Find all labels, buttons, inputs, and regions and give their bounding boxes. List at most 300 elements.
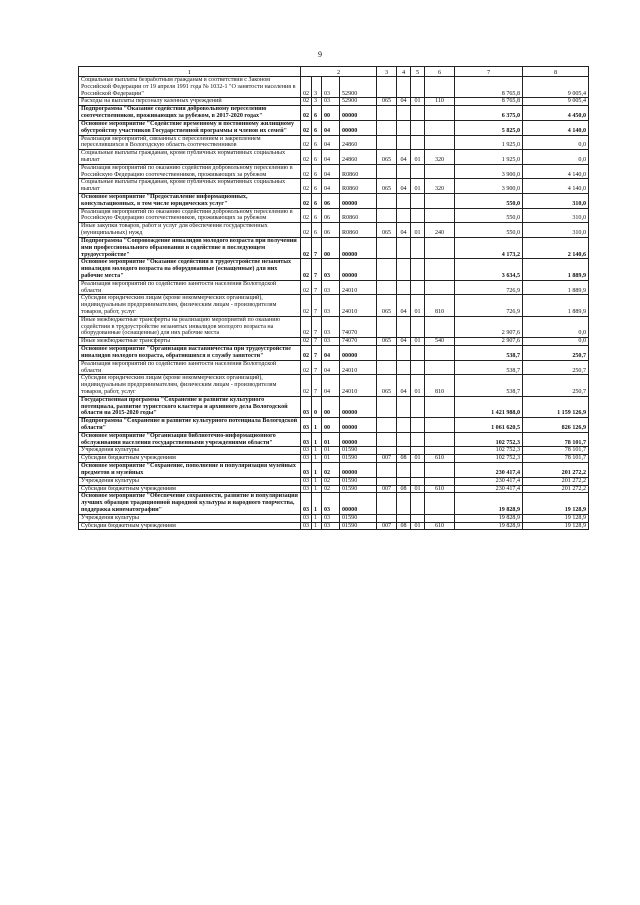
code-department [377, 77, 397, 98]
code-department [377, 259, 397, 280]
code-expense-type [425, 463, 455, 478]
code-subprogram: 7 [312, 338, 322, 346]
code-activity: 01 [322, 455, 340, 463]
code-subprogram: 7 [312, 316, 322, 337]
row-description: Основное мероприятие "Сохранение, пополнение и популяризация музейных предметов и музейных [79, 463, 301, 478]
code-direction: 52900 [340, 77, 377, 98]
code-expense-type [425, 164, 455, 179]
table-row [79, 346, 589, 361]
code-expense-type: 320 [425, 179, 455, 194]
code-expense-type [425, 514, 455, 522]
code-program: 02 [301, 150, 312, 165]
table-row [79, 259, 589, 280]
code-activity: 04 [322, 135, 340, 150]
code-department [377, 418, 397, 433]
amount-year-1: 230 417,4 [455, 485, 523, 493]
amount-year-2: 310,0 [523, 208, 589, 223]
code-section [397, 477, 411, 485]
code-subprogram: 0 [312, 396, 322, 417]
table-row [79, 106, 589, 121]
code-subprogram: 6 [312, 194, 322, 209]
code-subprogram: 7 [312, 295, 322, 316]
code-direction: 01590 [340, 455, 377, 463]
code-program: 03 [301, 455, 312, 463]
column-header: 5 [411, 67, 425, 77]
table-row [79, 432, 589, 447]
amount-year-2: 4 140,0 [523, 120, 589, 135]
code-activity: 03 [322, 77, 340, 98]
amount-year-1: 102 752,3 [455, 432, 523, 447]
code-expense-type [425, 396, 455, 417]
code-department [377, 164, 397, 179]
table-row [79, 77, 589, 98]
table-row [79, 223, 589, 238]
table-row [79, 316, 589, 337]
code-department: 065 [377, 223, 397, 238]
code-activity: 03 [322, 338, 340, 346]
code-direction: 74070 [340, 338, 377, 346]
code-expense-type: 240 [425, 223, 455, 238]
code-section: 08 [397, 485, 411, 493]
code-department [377, 477, 397, 485]
code-expense-type [425, 346, 455, 361]
code-department [377, 135, 397, 150]
code-expense-type: 810 [425, 375, 455, 396]
code-program: 02 [301, 164, 312, 179]
row-description: Подпрограмма "Сопровождение инвалидов молодого возраста при получении ими профессионального образования и содействие в последующем трудоустройстве" [79, 237, 301, 258]
row-description: Основное мероприятие "Оказание содействия в трудоустройстве незанятых инвалидов молодого возраста на оборудованные (оснащенные) для них рабочие места" [79, 259, 301, 280]
column-header: 6 [425, 67, 455, 77]
code-subprogram: 1 [312, 493, 322, 514]
row-description: Подпрограмма "Сохранение и развитие культурного потенциала Вологодской области" [79, 418, 301, 433]
code-expense-type: 320 [425, 150, 455, 165]
code-activity: 06 [322, 223, 340, 238]
table-row [79, 493, 589, 514]
amount-year-1: 2 907,6 [455, 338, 523, 346]
code-subprogram: 6 [312, 150, 322, 165]
amount-year-1: 726,9 [455, 295, 523, 316]
amount-year-2: 250,7 [523, 360, 589, 375]
code-section: 04 [397, 179, 411, 194]
code-section [397, 447, 411, 455]
code-expense-type [425, 432, 455, 447]
code-expense-type [425, 360, 455, 375]
amount-year-1: 19 828,9 [455, 522, 523, 530]
code-department [377, 237, 397, 258]
code-direction: 24860 [340, 135, 377, 150]
table-row [79, 463, 589, 478]
code-subsection [411, 432, 425, 447]
code-program: 02 [301, 259, 312, 280]
table-row [79, 485, 589, 493]
code-section [397, 135, 411, 150]
code-department: 065 [377, 295, 397, 316]
budget-table [78, 66, 589, 530]
code-section [397, 120, 411, 135]
code-subprogram: 3 [312, 77, 322, 98]
code-section [397, 493, 411, 514]
row-description: Подпрограмма "Оказание содействия добровольному переселению соотечественников, проживающих за рубежом, в 2017-2020 годах" [79, 106, 301, 121]
code-department: 007 [377, 485, 397, 493]
code-expense-type: 610 [425, 455, 455, 463]
row-description: Иные закупки товаров, работ и услуг для обеспечения государственных (муниципальных) нужд [79, 223, 301, 238]
code-expense-type [425, 280, 455, 295]
amount-year-1: 4 173,2 [455, 237, 523, 258]
code-direction: 24010 [340, 280, 377, 295]
amount-year-2: 78 101,7 [523, 432, 589, 447]
code-program: 03 [301, 493, 312, 514]
code-department [377, 360, 397, 375]
code-direction: 00000 [340, 120, 377, 135]
code-activity: 04 [322, 120, 340, 135]
amount-year-2: 201 272,2 [523, 463, 589, 478]
code-subsection [411, 237, 425, 258]
code-program: 02 [301, 106, 312, 121]
code-expense-type [425, 208, 455, 223]
code-program: 02 [301, 135, 312, 150]
code-expense-type [425, 316, 455, 337]
code-activity: 01 [322, 447, 340, 455]
code-program: 02 [301, 316, 312, 337]
code-activity: 02 [322, 477, 340, 485]
column-header: 8 [523, 67, 589, 77]
amount-year-2: 19 128,9 [523, 522, 589, 530]
code-direction: 00000 [340, 418, 377, 433]
code-section: 08 [397, 522, 411, 530]
code-expense-type: 540 [425, 338, 455, 346]
code-subprogram: 6 [312, 106, 322, 121]
code-activity: 04 [322, 360, 340, 375]
code-expense-type [425, 106, 455, 121]
code-program: 02 [301, 360, 312, 375]
code-department [377, 106, 397, 121]
amount-year-1: 19 828,9 [455, 514, 523, 522]
code-subsection [411, 77, 425, 98]
amount-year-2: 78 101,7 [523, 447, 589, 455]
code-program: 02 [301, 120, 312, 135]
column-header: 2 [301, 67, 377, 77]
code-subsection [411, 477, 425, 485]
amount-year-1: 550,0 [455, 208, 523, 223]
code-department [377, 280, 397, 295]
code-section: 04 [397, 150, 411, 165]
code-subsection [411, 194, 425, 209]
row-description: Социальные выплаты гражданам, кроме публичных нормативных социальных выплат [79, 179, 301, 194]
code-activity: 01 [322, 432, 340, 447]
amount-year-1: 3 900,0 [455, 179, 523, 194]
code-subprogram: 3 [312, 98, 322, 106]
code-subsection [411, 418, 425, 433]
code-subprogram: 1 [312, 463, 322, 478]
row-description: Субсидии бюджетным учреждениям [79, 455, 301, 463]
code-expense-type [425, 493, 455, 514]
code-section [397, 164, 411, 179]
table-row [79, 135, 589, 150]
code-section [397, 208, 411, 223]
table-row [79, 514, 589, 522]
code-department [377, 316, 397, 337]
code-direction: 01590 [340, 522, 377, 530]
code-program: 02 [301, 295, 312, 316]
code-expense-type [425, 135, 455, 150]
code-activity: 04 [322, 346, 340, 361]
amount-year-2: 0,0 [523, 316, 589, 337]
code-direction: 24010 [340, 295, 377, 316]
code-subsection [411, 463, 425, 478]
code-section [397, 418, 411, 433]
table-row [79, 396, 589, 417]
column-header: 3 [377, 67, 397, 77]
code-activity: 06 [322, 208, 340, 223]
code-section [397, 360, 411, 375]
code-subsection [411, 259, 425, 280]
amount-year-2: 0,0 [523, 150, 589, 165]
code-department [377, 463, 397, 478]
row-description: Реализация мероприятий по содействию занятости населения Вологодской области [79, 280, 301, 295]
amount-year-1: 8 765,8 [455, 98, 523, 106]
code-subsection [411, 493, 425, 514]
code-activity: 03 [322, 316, 340, 337]
code-program: 03 [301, 447, 312, 455]
code-section [397, 77, 411, 98]
code-activity: 03 [322, 522, 340, 530]
code-section [397, 280, 411, 295]
code-section [397, 259, 411, 280]
code-subprogram: 6 [312, 164, 322, 179]
code-subprogram: 1 [312, 418, 322, 433]
code-direction: R0860 [340, 179, 377, 194]
table-row [79, 208, 589, 223]
row-description: Субсидии бюджетным учреждениям [79, 485, 301, 493]
code-subsection: 01 [411, 522, 425, 530]
code-department: 065 [377, 375, 397, 396]
row-description: Реализация мероприятий по содействию занятости населения Вологодской области [79, 360, 301, 375]
code-program: 03 [301, 463, 312, 478]
code-direction: 00000 [340, 194, 377, 209]
code-subsection: 01 [411, 338, 425, 346]
code-program: 02 [301, 237, 312, 258]
code-program: 02 [301, 98, 312, 106]
code-direction: R0860 [340, 223, 377, 238]
code-direction: 00000 [340, 463, 377, 478]
amount-year-2: 0,0 [523, 338, 589, 346]
code-subsection [411, 164, 425, 179]
code-program: 02 [301, 208, 312, 223]
code-program: 03 [301, 485, 312, 493]
amount-year-1: 538,7 [455, 346, 523, 361]
column-header: 4 [397, 67, 411, 77]
table-row [79, 522, 589, 530]
table-row [79, 455, 589, 463]
code-subprogram: 7 [312, 280, 322, 295]
row-description: Иные межбюджетные трансферты [79, 338, 301, 346]
row-description: Основное мероприятие "Организация наставничества при трудоустройстве инвалидов молодого возраста, обратившихся в службу занятости" [79, 346, 301, 361]
amount-year-1: 6 375,0 [455, 106, 523, 121]
code-section [397, 194, 411, 209]
code-program: 02 [301, 280, 312, 295]
row-description: Реализация мероприятий по оказанию содействия добровольному переселению в Российскую Федерацию соотечественников, проживающих за рубежом [79, 208, 301, 223]
code-activity: 04 [322, 164, 340, 179]
code-department: 065 [377, 179, 397, 194]
code-section [397, 346, 411, 361]
code-subsection [411, 316, 425, 337]
code-activity: 03 [322, 98, 340, 106]
code-subsection [411, 346, 425, 361]
amount-year-2: 201 272,2 [523, 485, 589, 493]
code-direction: R0860 [340, 164, 377, 179]
table-row [79, 338, 589, 346]
row-description: Основное мероприятие "Содействие временному и постоянному жилищному обустройству участников Государственной программы и членов их семей" [79, 120, 301, 135]
amount-year-2: 4 140,0 [523, 179, 589, 194]
code-activity: 03 [322, 259, 340, 280]
amount-year-2: 9 005,4 [523, 77, 589, 98]
code-program: 03 [301, 396, 312, 417]
code-section: 08 [397, 455, 411, 463]
code-section [397, 432, 411, 447]
code-department: 065 [377, 338, 397, 346]
amount-year-1: 1 061 620,5 [455, 418, 523, 433]
code-activity: 00 [322, 418, 340, 433]
code-direction: 52900 [340, 98, 377, 106]
row-description: Субсидии бюджетным учреждениям [79, 522, 301, 530]
code-section: 04 [397, 98, 411, 106]
amount-year-2: 1 889,9 [523, 295, 589, 316]
code-activity: 02 [322, 485, 340, 493]
amount-year-2: 2 140,6 [523, 237, 589, 258]
code-subprogram: 6 [312, 179, 322, 194]
code-subprogram: 7 [312, 375, 322, 396]
code-expense-type [425, 418, 455, 433]
code-activity: 03 [322, 295, 340, 316]
code-expense-type [425, 447, 455, 455]
code-subsection [411, 360, 425, 375]
table-row [79, 375, 589, 396]
table-row [79, 237, 589, 258]
row-description: Учреждения культуры [79, 477, 301, 485]
code-section [397, 514, 411, 522]
code-department [377, 432, 397, 447]
code-department: 007 [377, 522, 397, 530]
row-description: Реализация мероприятий по оказанию содействия добровольному переселению в Российскую Федерацию соотечественников, проживающих за рубежом [79, 164, 301, 179]
code-section [397, 237, 411, 258]
amount-year-1: 102 752,3 [455, 447, 523, 455]
code-expense-type [425, 477, 455, 485]
code-subsection: 01 [411, 98, 425, 106]
amount-year-1: 550,0 [455, 194, 523, 209]
code-subsection [411, 514, 425, 522]
code-subsection: 01 [411, 455, 425, 463]
code-subprogram: 7 [312, 360, 322, 375]
code-section: 04 [397, 338, 411, 346]
code-direction: 24010 [340, 360, 377, 375]
amount-year-2: 310,0 [523, 223, 589, 238]
row-description: Учреждения культуры [79, 514, 301, 522]
code-section: 04 [397, 295, 411, 316]
code-subsection [411, 106, 425, 121]
code-subprogram: 6 [312, 223, 322, 238]
row-description: Субсидии юридическим лицам (кроме некоммерческих организаций), индивидуальным предпринимателям, физическим лицам - производителям товаров, работ, услуг [79, 375, 301, 396]
code-program: 03 [301, 432, 312, 447]
amount-year-2: 19 128,9 [523, 514, 589, 522]
code-subsection [411, 280, 425, 295]
table-row [79, 295, 589, 316]
table-row [79, 179, 589, 194]
code-department: 065 [377, 98, 397, 106]
table-row [79, 164, 589, 179]
row-description: Государственная программа "Сохранение и развитие культурного потенциала, развитие туристского кластера и архивного дела Вологодской области на 2015-2020 годы" [79, 396, 301, 417]
code-department [377, 346, 397, 361]
amount-year-1: 230 417,4 [455, 477, 523, 485]
code-program: 02 [301, 346, 312, 361]
code-expense-type [425, 77, 455, 98]
code-direction: 00000 [340, 259, 377, 280]
code-direction: 00000 [340, 346, 377, 361]
code-section [397, 463, 411, 478]
amount-year-2: 9 005,4 [523, 98, 589, 106]
amount-year-2: 826 126,9 [523, 418, 589, 433]
table-row [79, 120, 589, 135]
code-subsection [411, 208, 425, 223]
code-activity: 04 [322, 179, 340, 194]
code-direction: 01590 [340, 485, 377, 493]
code-program: 02 [301, 194, 312, 209]
code-department [377, 194, 397, 209]
code-activity: 04 [322, 375, 340, 396]
code-expense-type [425, 194, 455, 209]
amount-year-1: 1 421 988,0 [455, 396, 523, 417]
code-expense-type [425, 259, 455, 280]
amount-year-2: 1 889,9 [523, 280, 589, 295]
amount-year-2: 1 159 126,9 [523, 396, 589, 417]
amount-year-2: 19 128,9 [523, 493, 589, 514]
code-direction: 01590 [340, 447, 377, 455]
code-subprogram: 6 [312, 120, 322, 135]
code-program: 02 [301, 179, 312, 194]
amount-year-1: 3 900,0 [455, 164, 523, 179]
code-expense-type [425, 237, 455, 258]
code-activity: 03 [322, 280, 340, 295]
code-direction: 00000 [340, 106, 377, 121]
code-activity: 03 [322, 493, 340, 514]
amount-year-1: 5 825,0 [455, 120, 523, 135]
code-section: 04 [397, 223, 411, 238]
code-department [377, 120, 397, 135]
row-description: Социальные выплаты гражданам, кроме публичных нормативных социальных выплат [79, 150, 301, 165]
table-row [79, 98, 589, 106]
code-program: 02 [301, 375, 312, 396]
amount-year-2: 4 450,0 [523, 106, 589, 121]
code-activity: 00 [322, 106, 340, 121]
code-subsection [411, 447, 425, 455]
code-program: 02 [301, 77, 312, 98]
code-subprogram: 7 [312, 346, 322, 361]
code-section [397, 106, 411, 121]
code-program: 03 [301, 522, 312, 530]
table-row [79, 150, 589, 165]
code-department [377, 514, 397, 522]
amount-year-1: 538,7 [455, 360, 523, 375]
code-department: 065 [377, 150, 397, 165]
amount-year-1: 3 634,5 [455, 259, 523, 280]
code-subsection: 01 [411, 179, 425, 194]
table-row [79, 477, 589, 485]
code-subsection: 01 [411, 223, 425, 238]
code-subprogram: 1 [312, 477, 322, 485]
code-department [377, 396, 397, 417]
amount-year-2: 0,0 [523, 135, 589, 150]
code-activity: 03 [322, 514, 340, 522]
row-description: Учреждения культуры [79, 447, 301, 455]
